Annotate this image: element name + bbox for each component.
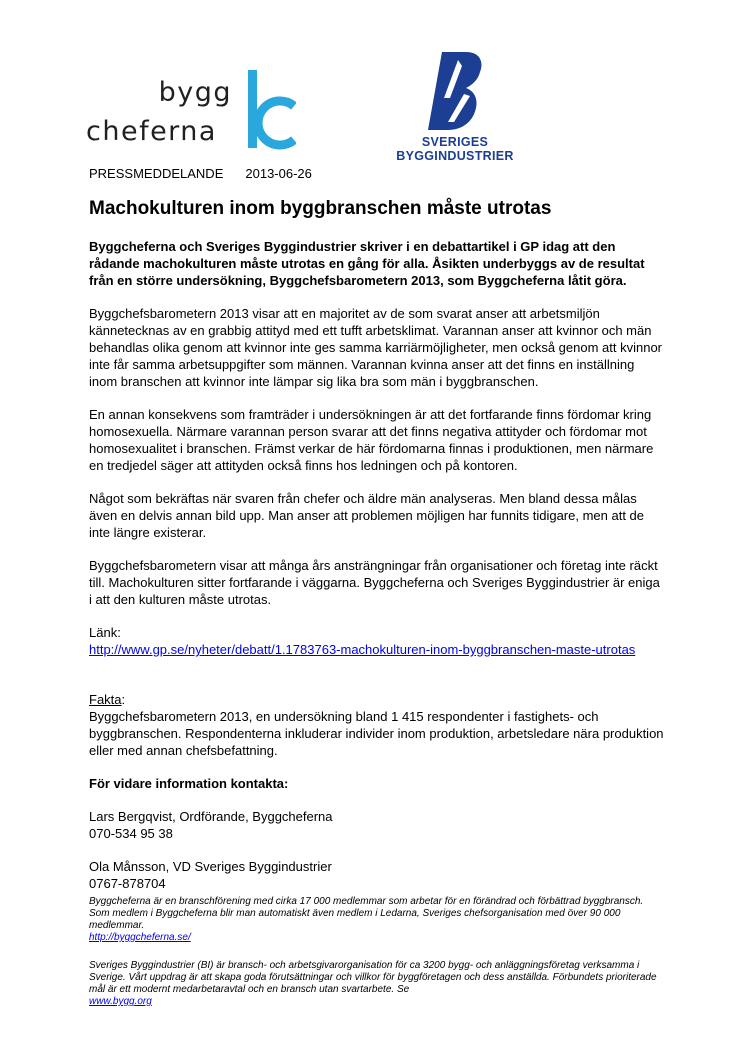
fakta-text: Byggchefsbarometern 2013, en undersökning bland 1 415 respondenter i fastighets- och byggbranschen. Respondenterna inkluderar individer inom produktion, arbetsledare nära produktion eller med annan chefsbefattning. xyxy=(89,709,664,758)
about-bi-text: Sveriges Byggindustrier (BI) är bransch- och arbetsgivarorganisation för ca 3200 bygg- och anläggningsföretag verksamma i Sverige. Vårt uppdrag är att skapa goda förutsättningar och villkor för byggföretagen och dess anställda. Förbundets prioriterade mål är ett modernt medarbetaravtal och en bransch utan svartarbete. Se xyxy=(89,960,657,995)
body-paragraph-1: Byggchefsbarometern 2013 visar att en majoritet av de som svarat anser att arbetsmiljön kännetecknas av en grabbig attityd med ett tufft arbetsklimat. Varannan anser att kvinnor och män behandlas olika genom att kvinnor inte ges samma karriärmöjligheter, men också genom att kvinnor inte får samma arbetsuppgifter som männen. Varannan kvinna anser att det finns en inställning inom branschen att kvinnor inte lämpar sig lika bra som män i byggbranschen. xyxy=(89,306,663,389)
body-paragraph-2: En annan konsekvens som framträder i undersökningen är att det fortfarande finns fördomar kring homosexuella. Närmare varannan person svarar att det finns negativa attityder och fördomar mot homosexualitet i branschen. Främst verkar de här fördomarna finnas i produktionen, men närmare en tredjedel säger att attityden också finns hos ledningen och på kontoren. xyxy=(89,407,654,473)
sveriges-byggindustrier-logo-line1: SVERIGES xyxy=(421,135,489,149)
contact-person-1 xyxy=(89,808,664,842)
byggcheferna-bc-mark-icon xyxy=(248,70,296,150)
contact-name-2: Ola Månsson, VD Sveriges Byggindustrier xyxy=(89,859,332,874)
page-title: Machokulturen inom byggbranschen måste utrotas xyxy=(89,198,552,219)
contact-phone-2: 0767-878704 xyxy=(89,876,166,891)
about-sveriges-byggindustrier xyxy=(89,960,664,1008)
press-label: PRESSMEDDELANDE xyxy=(89,166,224,181)
about-byggcheferna xyxy=(89,896,664,944)
byggcheferna-logo-line1: bygg xyxy=(158,77,232,108)
lead-paragraph: Byggcheferna och Sveriges Byggindustrier skriver i en debattartikel i GP idag att den rådande machokulturen måste utrotas en gång för alla. Åsikten underbyggs av de resultat från en större undersökning, Byggchefsbarometern 2013, som Byggcheferna låtit göra. xyxy=(89,239,645,288)
press-date: 2013-06-26 xyxy=(245,166,312,181)
byggcheferna-site-link[interactable]: http://byggcheferna.se/ xyxy=(89,932,191,943)
sveriges-byggindustrier-logo-line2: BYGGINDUSTRIER xyxy=(396,149,514,163)
contact-name-1: Lars Bergqvist, Ordförande, Byggcheferna xyxy=(89,809,333,824)
article-body xyxy=(89,238,664,1024)
byggcheferna-logo-line2: cheferna xyxy=(86,116,217,147)
body-paragraph-4: Byggchefsbarometern visar att många års ansträngningar från organisationer och företag inte räckt till. Machokulturen sitter fortfarande i väggarna. Byggcheferna och Sveriges Byggindustrier är eniga i att den kulturen måste utrotas. xyxy=(89,558,660,607)
fakta-section: Fakta: Byggchefsbarometern 2013, en undersökning bland 1 415 respondenter i fastighets- och byggbranschen. Respondenterna inkluderar individer inom produktion, arbetsledare nära produktion eller med annan chefsbefattning. xyxy=(89,692,664,758)
contact-person-2 xyxy=(89,858,664,892)
sveriges-byggindustrier-logo xyxy=(384,52,526,163)
contact-phone-1: 070-534 95 38 xyxy=(89,826,173,841)
body-paragraph-3: Något som bekräftas när svaren från chefer och äldre män analyseras. Men bland dessa målas även en delvis annan bild upp. Man anser att problemen möjligen har funnits tidigare, men att de inte längre existerar. xyxy=(89,491,645,540)
gp-article-link[interactable]: http://www.gp.se/nyheter/debatt/1.1783763-machokulturen-inom-byggbranschen-maste-utrotas xyxy=(89,642,636,657)
sveriges-byggindustrier-b-mark-icon xyxy=(428,52,484,132)
byggcheferna-logo xyxy=(86,70,298,152)
fakta-label: Fakta xyxy=(89,692,122,707)
press-header xyxy=(89,166,312,181)
contact-heading: För vidare information kontakta: xyxy=(89,776,289,791)
bygg-org-link[interactable]: www.bygg.org xyxy=(89,996,152,1007)
link-section xyxy=(89,624,664,658)
about-byggcheferna-text: Byggcheferna är en branschförening med cirka 17 000 medlemmar som arbetar för en förändrad och förbättrad byggbransch. Som medlem i Byggcheferna blir man automatiskt även medlem i Ledarna, Sveriges chefsorganisation med över 90 000 medlemmar. xyxy=(89,896,644,931)
link-label: Länk: xyxy=(89,625,121,640)
